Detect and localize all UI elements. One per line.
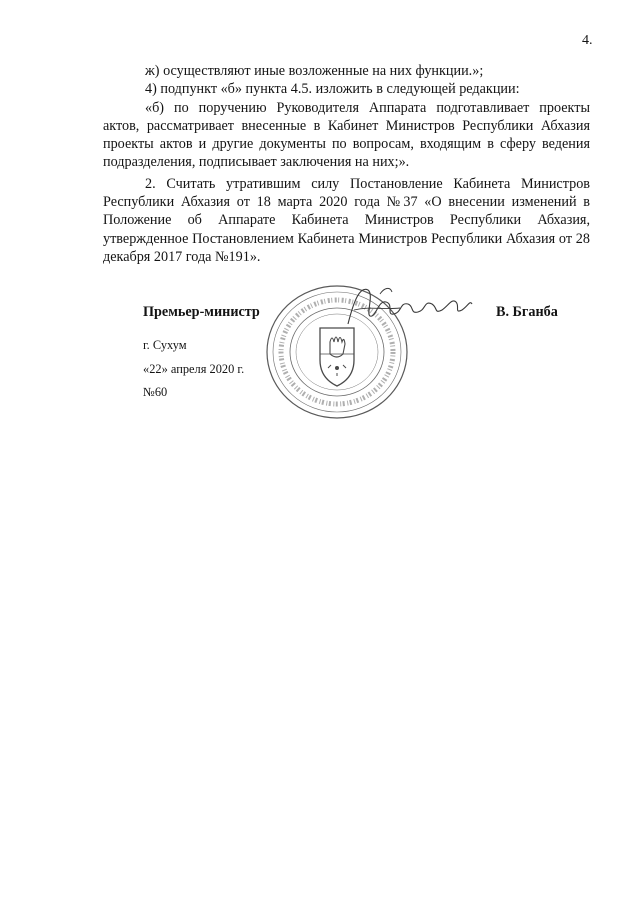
- paragraph-1: ж) осуществляют иные возложенные на них функции.»;: [145, 63, 484, 79]
- paragraph-2: 4) подпункт «б» пункта 4.5. изложить в следующей редакции:: [145, 81, 520, 98]
- document-body: [103, 62, 590, 266]
- signatory-name: В. Бганба: [496, 304, 558, 320]
- footer-document-number: №60: [143, 385, 168, 399]
- signatory-title: Премьер-министр: [143, 304, 260, 320]
- paragraph-3: «б) по поручению Руководителя Аппарата подготавливает проекты актов, рассматривает внесенные в Кабинет Министров Республики Абхазия проекты актов и другие документы по вопросам, входящим в сферу ведения подразделения, подписывает заключения на них;».: [103, 99, 590, 171]
- footer-city: г. Сухум: [143, 338, 187, 352]
- signature-block: [0, 290, 640, 420]
- footer-date: «22» апреля 2020 г.: [143, 362, 245, 376]
- page-number: 4.: [582, 33, 593, 48]
- paragraph-4: 2. Считать утратившим силу Постановление Кабинета Министров Республики Абхазия от 18 марта 2020 года №37 «О внесении изменений в Положение об Аппарате Кабинета Министров Республики Абхазия, утвержденное Постановлением Кабинета Министров Республики Абхазия от 28 декабря 2017 года №191».: [103, 175, 590, 265]
